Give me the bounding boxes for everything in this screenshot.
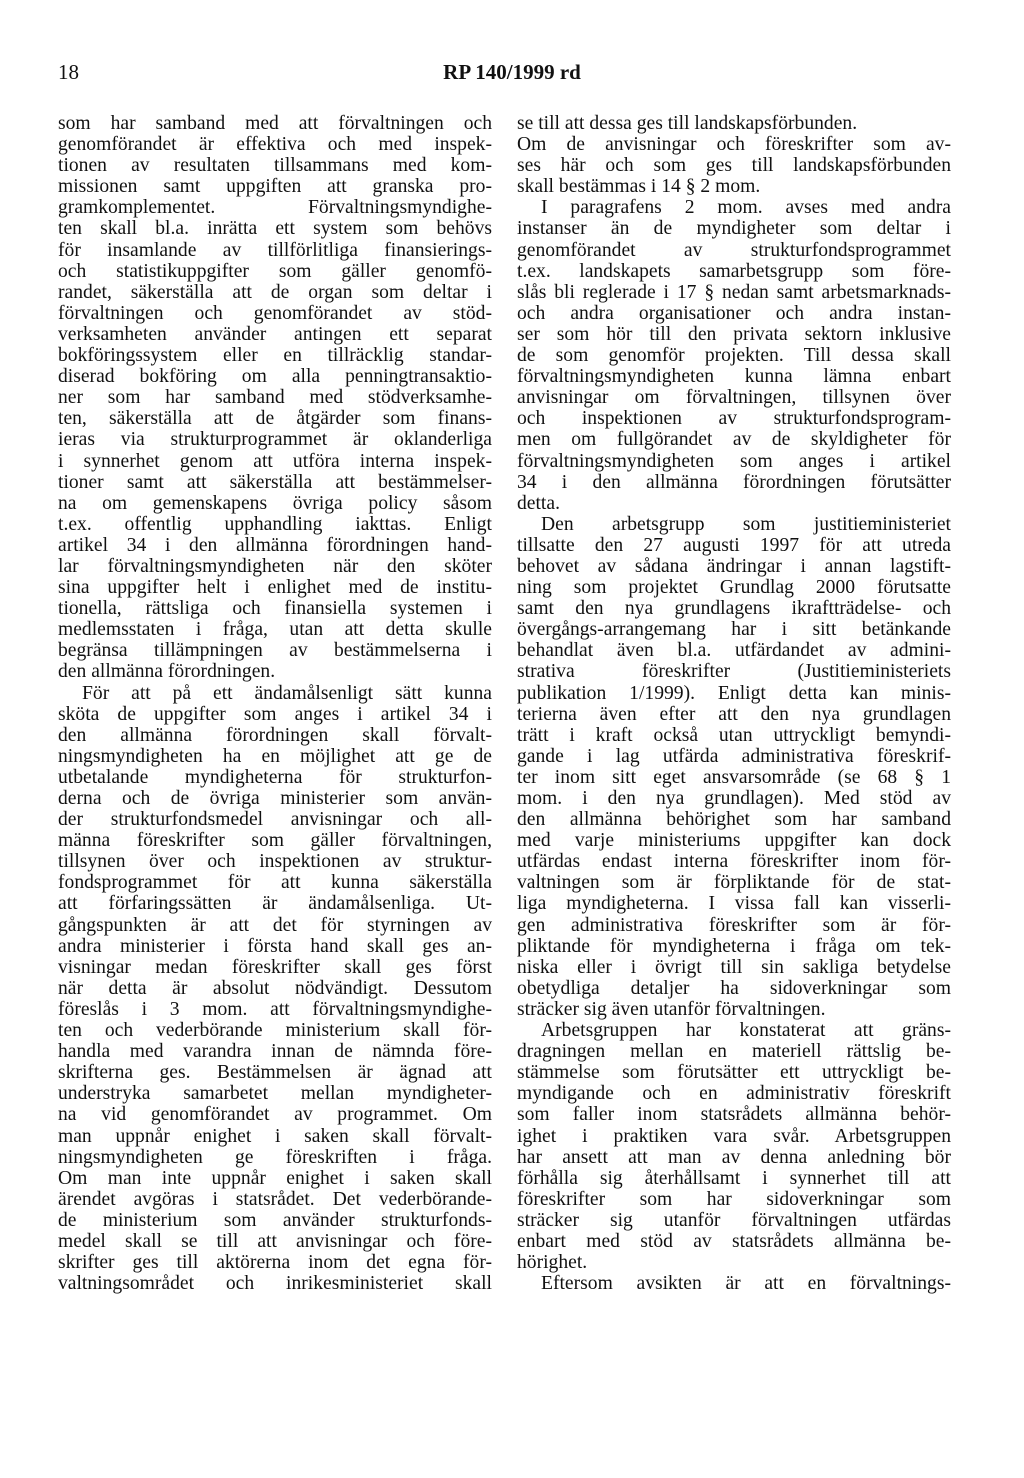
text-line: och statistikuppgifter som gäller genomfö- [58, 260, 492, 282]
text-line: förvaltningsmyndigheten kunna lämna enbart [517, 366, 951, 388]
text-line: ten, säkerställa att de åtgärder som finans- [58, 408, 492, 430]
text-line: I paragrafens 2 mom. avses med andra [541, 197, 951, 219]
text-line: och inspektionen av strukturfondsprogram- [517, 408, 951, 430]
text-line: i synnerhet genom att utföra interna inspek- [58, 450, 492, 472]
text-line: anvisningar om förvaltningen, tillsynen över [517, 387, 951, 409]
text-line: dragningen mellan en materiell rättslig be- [517, 1041, 951, 1063]
text-line: randet, säkerställa att de organ som deltar i [58, 281, 492, 303]
text-line: handla med varandra innan de nämnda före- [58, 1041, 492, 1063]
text-line: behandlat även bl.a. utfärdandet av admini- [517, 640, 951, 662]
text-line: förvaltningsmyndigheten som anges i artikel [517, 450, 951, 472]
text-line: se till att dessa ges till landskapsförbunden. [517, 113, 858, 134]
text-line: medel skall se till att anvisningar och före- [58, 1230, 492, 1252]
text-line: föreslås i 3 mom. att förvaltningsmyndighe- [58, 998, 492, 1020]
text-line: terierna även efter att den nya grundlagen [517, 703, 951, 725]
text-line: ning som projektet Grundlag 2000 förutsatte [517, 577, 951, 599]
text-line: genomförandet är effektiva och med inspek- [58, 134, 492, 156]
text-line: sköta de uppgifter som anges i artikel 34 i [58, 703, 492, 725]
text-line: obetydliga detaljer ha sidoverkningar som [517, 977, 951, 999]
text-line: derna och de övriga ministerier som använ- [58, 788, 492, 809]
text-line: verksamheten använder antingen ett separat [58, 323, 492, 345]
text-line: visningar medan föreskrifter skall ges först [58, 956, 492, 978]
text-line: de ministerium som använder strukturfonds- [58, 1209, 492, 1231]
text-line: valtningen som är förpliktande för de stat- [517, 872, 951, 894]
text-line: den allmänna förordningen skall förvalt- [58, 724, 492, 746]
text-line: artikel 34 i den allmänna förordningen hand- [58, 534, 492, 556]
text-line: na om gemenskapens övriga policy såsom [58, 492, 492, 514]
text-line: att förfaringssätten är ändamålsenliga. Ut- [58, 893, 492, 915]
text-line: utbetalande myndigheterna för strukturfon- [58, 766, 492, 788]
text-line: och andra organisationer och andra instan- [517, 302, 951, 324]
text-line: ighet i praktiken vara svår. Arbetsgruppen [517, 1125, 951, 1147]
text-line: men om fullgörandet av de skyldigheter för [517, 429, 951, 451]
text-line: ärendet avgöras i statsrådet. Det vederbörande- [58, 1188, 492, 1210]
text-line: ningsmyndigheten ha en möjlighet att ge de [58, 745, 492, 767]
document-id: RP 140/1999 rd [443, 60, 581, 84]
text-line: stämmelse som förutsätter ett uttryckligt be- [517, 1062, 951, 1084]
text-line: tionen av resultaten tillsammans med kom- [58, 155, 492, 177]
text-line: som faller inom statsrådets allmänna behör- [517, 1104, 951, 1126]
text-line: t.ex. landskapets samarbetsgrupp som före- [517, 260, 951, 282]
text-line: strativa föreskrifter (Justitieministeriets [517, 661, 951, 683]
text-line: detta. [517, 492, 560, 514]
text-line: gramkomplementet. Förvaltningsmyndighe- [58, 197, 492, 219]
page-number: 18 [58, 60, 79, 84]
text-line: liga myndigheterna. I vissa fall kan visserli- [517, 893, 951, 915]
text-line: missionen samt uppgiften att granska pro- [58, 176, 492, 198]
text-line: som har samband med att förvaltningen och [58, 113, 492, 134]
text-line: utfärdas endast interna föreskrifter inom för- [517, 851, 951, 873]
text-line: ten skall bl.a. inrätta ett system som behövs [58, 218, 492, 240]
text-line: ses här och som ges till landskapsförbunden [517, 155, 951, 177]
text-line: fondsprogrammet för att kunna säkerställa [58, 872, 492, 894]
text-line: Om de anvisningar och föreskrifter som av- [517, 134, 951, 156]
text-line: lar förvaltningsmyndigheten när den sköter [58, 555, 492, 577]
text-line: när detta är absolut nödvändigt. Dessutom [58, 977, 492, 999]
text-line: ser som hör till den privata sektorn inklusive [517, 323, 951, 345]
text-line: Den arbetsgrupp som justitieministeriet [541, 513, 951, 535]
text-line: för insamlande av tillförlitliga finansierings- [58, 239, 492, 261]
text-line: niska eller i övrigt till sin sakliga betydelse [517, 956, 951, 978]
text-line: pliktande för myndigheterna i fråga om tek- [517, 935, 951, 957]
text-line: ten och vederbörande ministerium skall för- [58, 1020, 492, 1042]
text-line: ningsmyndigheten ge föreskriften i fråga. [58, 1146, 492, 1168]
text-line: männa föreskrifter som gäller förvaltningen, [58, 830, 492, 852]
text-line: diserad bokföring om alla penningtransaktio- [58, 366, 492, 388]
text-line: den allmänna förordningen. [58, 661, 276, 683]
text-line: samt den nya grundlagens ikraftträdelse- och [517, 598, 951, 620]
text-line: myndigande och en administrativ föreskrift [517, 1083, 951, 1105]
text-line: tillsynen över och inspektionen av struktur- [58, 851, 492, 873]
text-line: Eftersom avsikten är att en förvaltnings- [541, 1273, 951, 1295]
text-line: mom. i den nya grundlagen). Med stöd av [517, 788, 951, 809]
text-line: der strukturfondsmedel anvisningar och all- [58, 809, 492, 831]
text-line: förhålla sig återhållsamt i synnerhet till att [517, 1167, 951, 1189]
text-line: tillsatte den 27 augusti 1997 för att utreda [517, 534, 951, 556]
text-line: gande i lag utfärda administrativa föreskrif- [517, 745, 951, 767]
text-line: bokföringssystem eller en tillräcklig standar- [58, 345, 492, 367]
text-line: den allmänna behörighet som har samband [517, 809, 951, 831]
text-line: med varje ministeriums uppgifter kan dock [517, 830, 951, 852]
text-line: man uppnår enighet i saken skall förvalt- [58, 1125, 492, 1147]
text-line: andra ministerier i första hand skall ges an- [58, 935, 492, 957]
text-line: övergångs-arrangemang har i sitt betänkande [517, 619, 951, 641]
text-line: Arbetsgruppen har konstaterat att gräns- [541, 1020, 951, 1042]
text-line: Om man inte uppnår enighet i saken skall [58, 1167, 492, 1189]
text-line: ner som har samband med stödverksamhe- [58, 387, 492, 409]
text-line: na vid genomförandet av programmet. Om [58, 1104, 492, 1126]
text-line: 34 i den allmänna förordningen förutsätter [517, 471, 951, 493]
text-line: tionella, rättsliga och finansiella systemen i [58, 598, 492, 620]
text-line: skrifter ges till aktörerna inom det egna för- [58, 1252, 492, 1274]
text-line: medlemsstaten i fråga, utan att detta skulle [58, 619, 492, 641]
text-line: skrifterna ges. Bestämmelsen är ägnad att [58, 1062, 492, 1084]
text-line: enbart med stöd av statsrådets allmänna be- [517, 1230, 951, 1252]
text-line: ter inom sitt eget ansvarsområde (se 68 § 1 [517, 766, 951, 788]
text-line: hörighet. [517, 1252, 588, 1274]
text-line: sträcker sig även utanför förvaltningen. [517, 998, 826, 1020]
text-line: behovet av sådana ändringar i annan lagstift- [517, 555, 951, 577]
text-line: de som genomför projekten. Till dessa skall [517, 345, 951, 367]
text-line: ieras via strukturprogrammet är oklanderliga [58, 429, 492, 451]
right-column [517, 113, 951, 1294]
text-line: För att på ett ändamålsenligt sätt kunna [82, 682, 492, 704]
left-column [58, 113, 492, 1294]
text-line: gen administrativa föreskrifter som är för- [517, 914, 951, 936]
text-line: trätt i kraft också utan uttryckligt bemyndi- [517, 724, 951, 746]
text-line: understryka samarbetet mellan myndigheter- [58, 1083, 492, 1105]
text-line: gångspunkten är att det för styrningen av [58, 914, 492, 936]
text-line: slås bli reglerade i 17 § nedan samt arbetsmarknads- [517, 281, 951, 303]
text-line: sina uppgifter helt i enlighet med de institu- [58, 577, 492, 599]
text-line: skall bestämmas i 14 § 2 mom. [517, 176, 761, 198]
page-header [0, 60, 1024, 90]
text-line: instanser än de myndigheter som deltar i [517, 218, 951, 240]
text-line: publikation 1/1999). Enligt detta kan minis- [517, 682, 951, 704]
text-line: sträcker sig utanför förvaltningen utfärdas [517, 1209, 951, 1231]
text-line: genomförandet av strukturfondsprogrammet [517, 239, 951, 261]
text-line: föreskrifter som har sidoverkningar som [517, 1188, 951, 1210]
text-line: har ansett att man av denna anledning bör [517, 1146, 951, 1168]
text-line: begränsa tillämpningen av bestämmelserna i [58, 640, 492, 662]
text-line: t.ex. offentlig upphandling iakttas. Enligt [58, 513, 492, 535]
text-line: förvaltningen och genomförandet av stöd- [58, 302, 492, 324]
text-line: valtningsområdet och inrikesministeriet skall [58, 1273, 492, 1295]
text-line: tioner samt att säkerställa att bestämmelser- [58, 471, 492, 493]
